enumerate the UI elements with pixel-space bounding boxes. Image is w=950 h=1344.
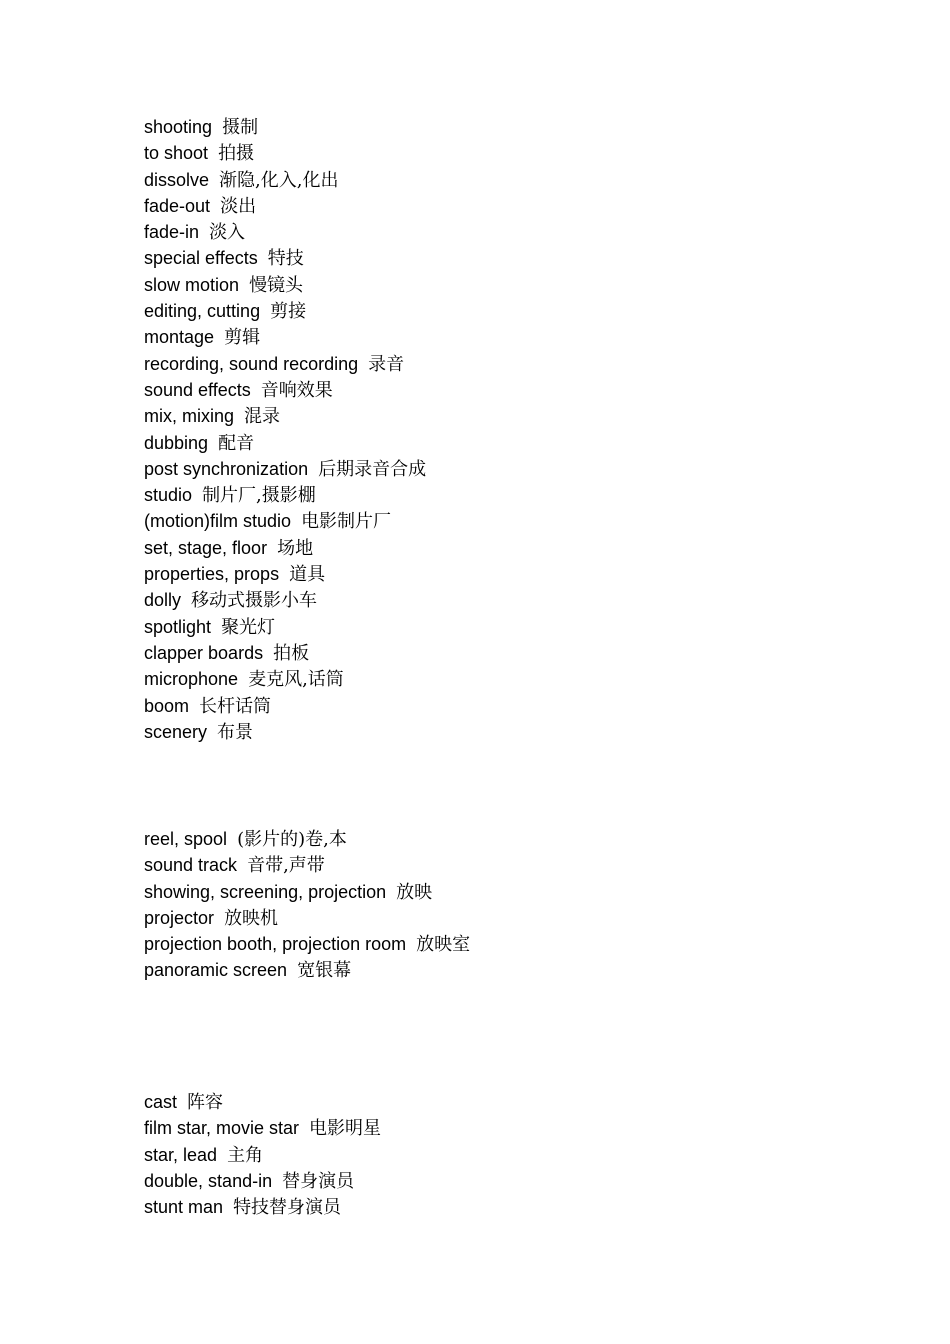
vocabulary-entry bbox=[144, 403, 426, 429]
chinese-translation: 音带,声带 bbox=[247, 855, 325, 877]
chinese-translation: 淡入 bbox=[209, 222, 246, 244]
vocabulary-group-projection bbox=[144, 826, 470, 984]
vocabulary-entry bbox=[144, 272, 426, 298]
chinese-translation: 移动式摄影小车 bbox=[191, 590, 318, 612]
chinese-translation: 特技 bbox=[267, 248, 304, 270]
english-term: post synchronization bbox=[144, 458, 314, 479]
english-term: dissolve bbox=[144, 169, 215, 190]
english-term: properties, props bbox=[144, 564, 285, 585]
chinese-translation: 放映机 bbox=[224, 907, 279, 929]
english-term: studio bbox=[144, 485, 198, 506]
chinese-translation: 聚光灯 bbox=[221, 616, 276, 638]
vocabulary-entry bbox=[144, 245, 426, 271]
vocabulary-entry bbox=[144, 879, 470, 905]
english-term: shooting bbox=[144, 117, 218, 137]
english-term: slow motion bbox=[144, 274, 245, 295]
english-term: editing, cutting bbox=[144, 301, 266, 322]
vocabulary-entry bbox=[144, 931, 470, 957]
english-term: scenery bbox=[144, 721, 213, 742]
english-term: double, stand-in bbox=[144, 1170, 278, 1191]
english-term: film star, movie star bbox=[144, 1118, 305, 1139]
chinese-translation: 电影制片厂 bbox=[301, 511, 392, 533]
vocabulary-entry bbox=[144, 852, 470, 878]
vocabulary-entry bbox=[144, 561, 426, 587]
vocabulary-entry bbox=[144, 1115, 381, 1141]
english-term: (motion)film studio bbox=[144, 511, 297, 532]
vocabulary-entry bbox=[144, 1142, 381, 1168]
english-term: dubbing bbox=[144, 432, 214, 453]
vocabulary-entry bbox=[144, 456, 426, 482]
vocabulary-entry bbox=[144, 614, 426, 640]
english-term: microphone bbox=[144, 669, 244, 690]
english-term: mix, mixing bbox=[144, 406, 240, 427]
english-term: montage bbox=[144, 327, 220, 348]
english-term: dolly bbox=[144, 590, 187, 611]
vocabulary-entry bbox=[144, 719, 426, 745]
chinese-translation: 放映室 bbox=[416, 934, 471, 956]
vocabulary-entry bbox=[144, 351, 426, 377]
chinese-translation: 场地 bbox=[277, 537, 314, 559]
english-term: cast bbox=[144, 1092, 183, 1112]
english-term: projection booth, projection room bbox=[144, 934, 412, 955]
chinese-translation: 混录 bbox=[244, 406, 281, 428]
chinese-translation: 渐隐,化入,化出 bbox=[219, 169, 339, 191]
chinese-translation: 道具 bbox=[289, 564, 326, 586]
chinese-translation: 拍板 bbox=[273, 642, 310, 664]
vocabulary-entry bbox=[144, 193, 426, 219]
chinese-translation: (影片的)卷,本 bbox=[237, 829, 347, 850]
chinese-translation: 录音 bbox=[368, 353, 405, 375]
english-term: recording, sound recording bbox=[144, 353, 364, 374]
english-term: clapper boards bbox=[144, 642, 269, 663]
vocabulary-entry bbox=[144, 114, 426, 140]
chinese-translation: 剪接 bbox=[270, 301, 307, 323]
chinese-translation: 后期录音合成 bbox=[318, 458, 427, 480]
vocabulary-entry bbox=[144, 905, 470, 931]
english-term: to shoot bbox=[144, 143, 214, 164]
english-term: projector bbox=[144, 907, 220, 928]
english-term: fade-out bbox=[144, 195, 216, 216]
chinese-translation: 配音 bbox=[218, 432, 255, 454]
vocabulary-entry bbox=[144, 508, 426, 534]
vocabulary-entry bbox=[144, 1089, 381, 1115]
chinese-translation: 摄制 bbox=[222, 117, 259, 138]
english-term: boom bbox=[144, 695, 195, 716]
english-term: sound effects bbox=[144, 379, 256, 400]
english-term: special effects bbox=[144, 248, 263, 269]
chinese-translation: 慢镜头 bbox=[249, 274, 304, 296]
chinese-translation: 放映 bbox=[396, 881, 433, 903]
english-term: stunt man bbox=[144, 1197, 229, 1218]
chinese-translation: 音响效果 bbox=[260, 379, 333, 401]
vocabulary-entry bbox=[144, 1168, 381, 1194]
vocabulary-entry bbox=[144, 430, 426, 456]
english-term: sound track bbox=[144, 855, 243, 876]
chinese-translation: 电影明星 bbox=[309, 1118, 382, 1140]
vocabulary-entry bbox=[144, 640, 426, 666]
vocabulary-entry bbox=[144, 957, 470, 983]
english-term: star, lead bbox=[144, 1144, 223, 1165]
english-term: panoramic screen bbox=[144, 960, 293, 981]
english-term: showing, screening, projection bbox=[144, 881, 392, 902]
vocabulary-entry bbox=[144, 298, 426, 324]
chinese-translation: 阵容 bbox=[187, 1092, 224, 1113]
chinese-translation: 拍摄 bbox=[218, 143, 255, 165]
chinese-translation: 宽银幕 bbox=[297, 960, 352, 982]
vocabulary-entry bbox=[144, 587, 426, 613]
chinese-translation: 麦克风,话筒 bbox=[248, 669, 344, 691]
vocabulary-entry bbox=[144, 219, 426, 245]
vocabulary-entry bbox=[144, 482, 426, 508]
vocabulary-entry bbox=[144, 535, 426, 561]
chinese-translation: 布景 bbox=[217, 721, 254, 743]
chinese-translation: 特技替身演员 bbox=[233, 1197, 342, 1219]
vocabulary-group-production bbox=[144, 114, 426, 745]
chinese-translation: 替身演员 bbox=[282, 1170, 355, 1192]
english-term: spotlight bbox=[144, 616, 217, 637]
vocabulary-entry bbox=[144, 666, 426, 692]
english-term: fade-in bbox=[144, 222, 205, 243]
chinese-translation: 剪辑 bbox=[224, 327, 261, 349]
vocabulary-entry bbox=[144, 377, 426, 403]
vocabulary-group-cast bbox=[144, 1089, 381, 1220]
english-term: set, stage, floor bbox=[144, 537, 273, 558]
chinese-translation: 主角 bbox=[227, 1144, 264, 1166]
vocabulary-entry bbox=[144, 693, 426, 719]
vocabulary-entry bbox=[144, 826, 470, 852]
english-term: reel, spool bbox=[144, 829, 233, 849]
vocabulary-entry bbox=[144, 324, 426, 350]
chinese-translation: 制片厂,摄影棚 bbox=[202, 485, 316, 507]
vocabulary-entry bbox=[144, 167, 426, 193]
chinese-translation: 长杆话筒 bbox=[199, 695, 272, 717]
vocabulary-entry bbox=[144, 140, 426, 166]
chinese-translation: 淡出 bbox=[220, 195, 257, 217]
vocabulary-entry bbox=[144, 1194, 381, 1220]
